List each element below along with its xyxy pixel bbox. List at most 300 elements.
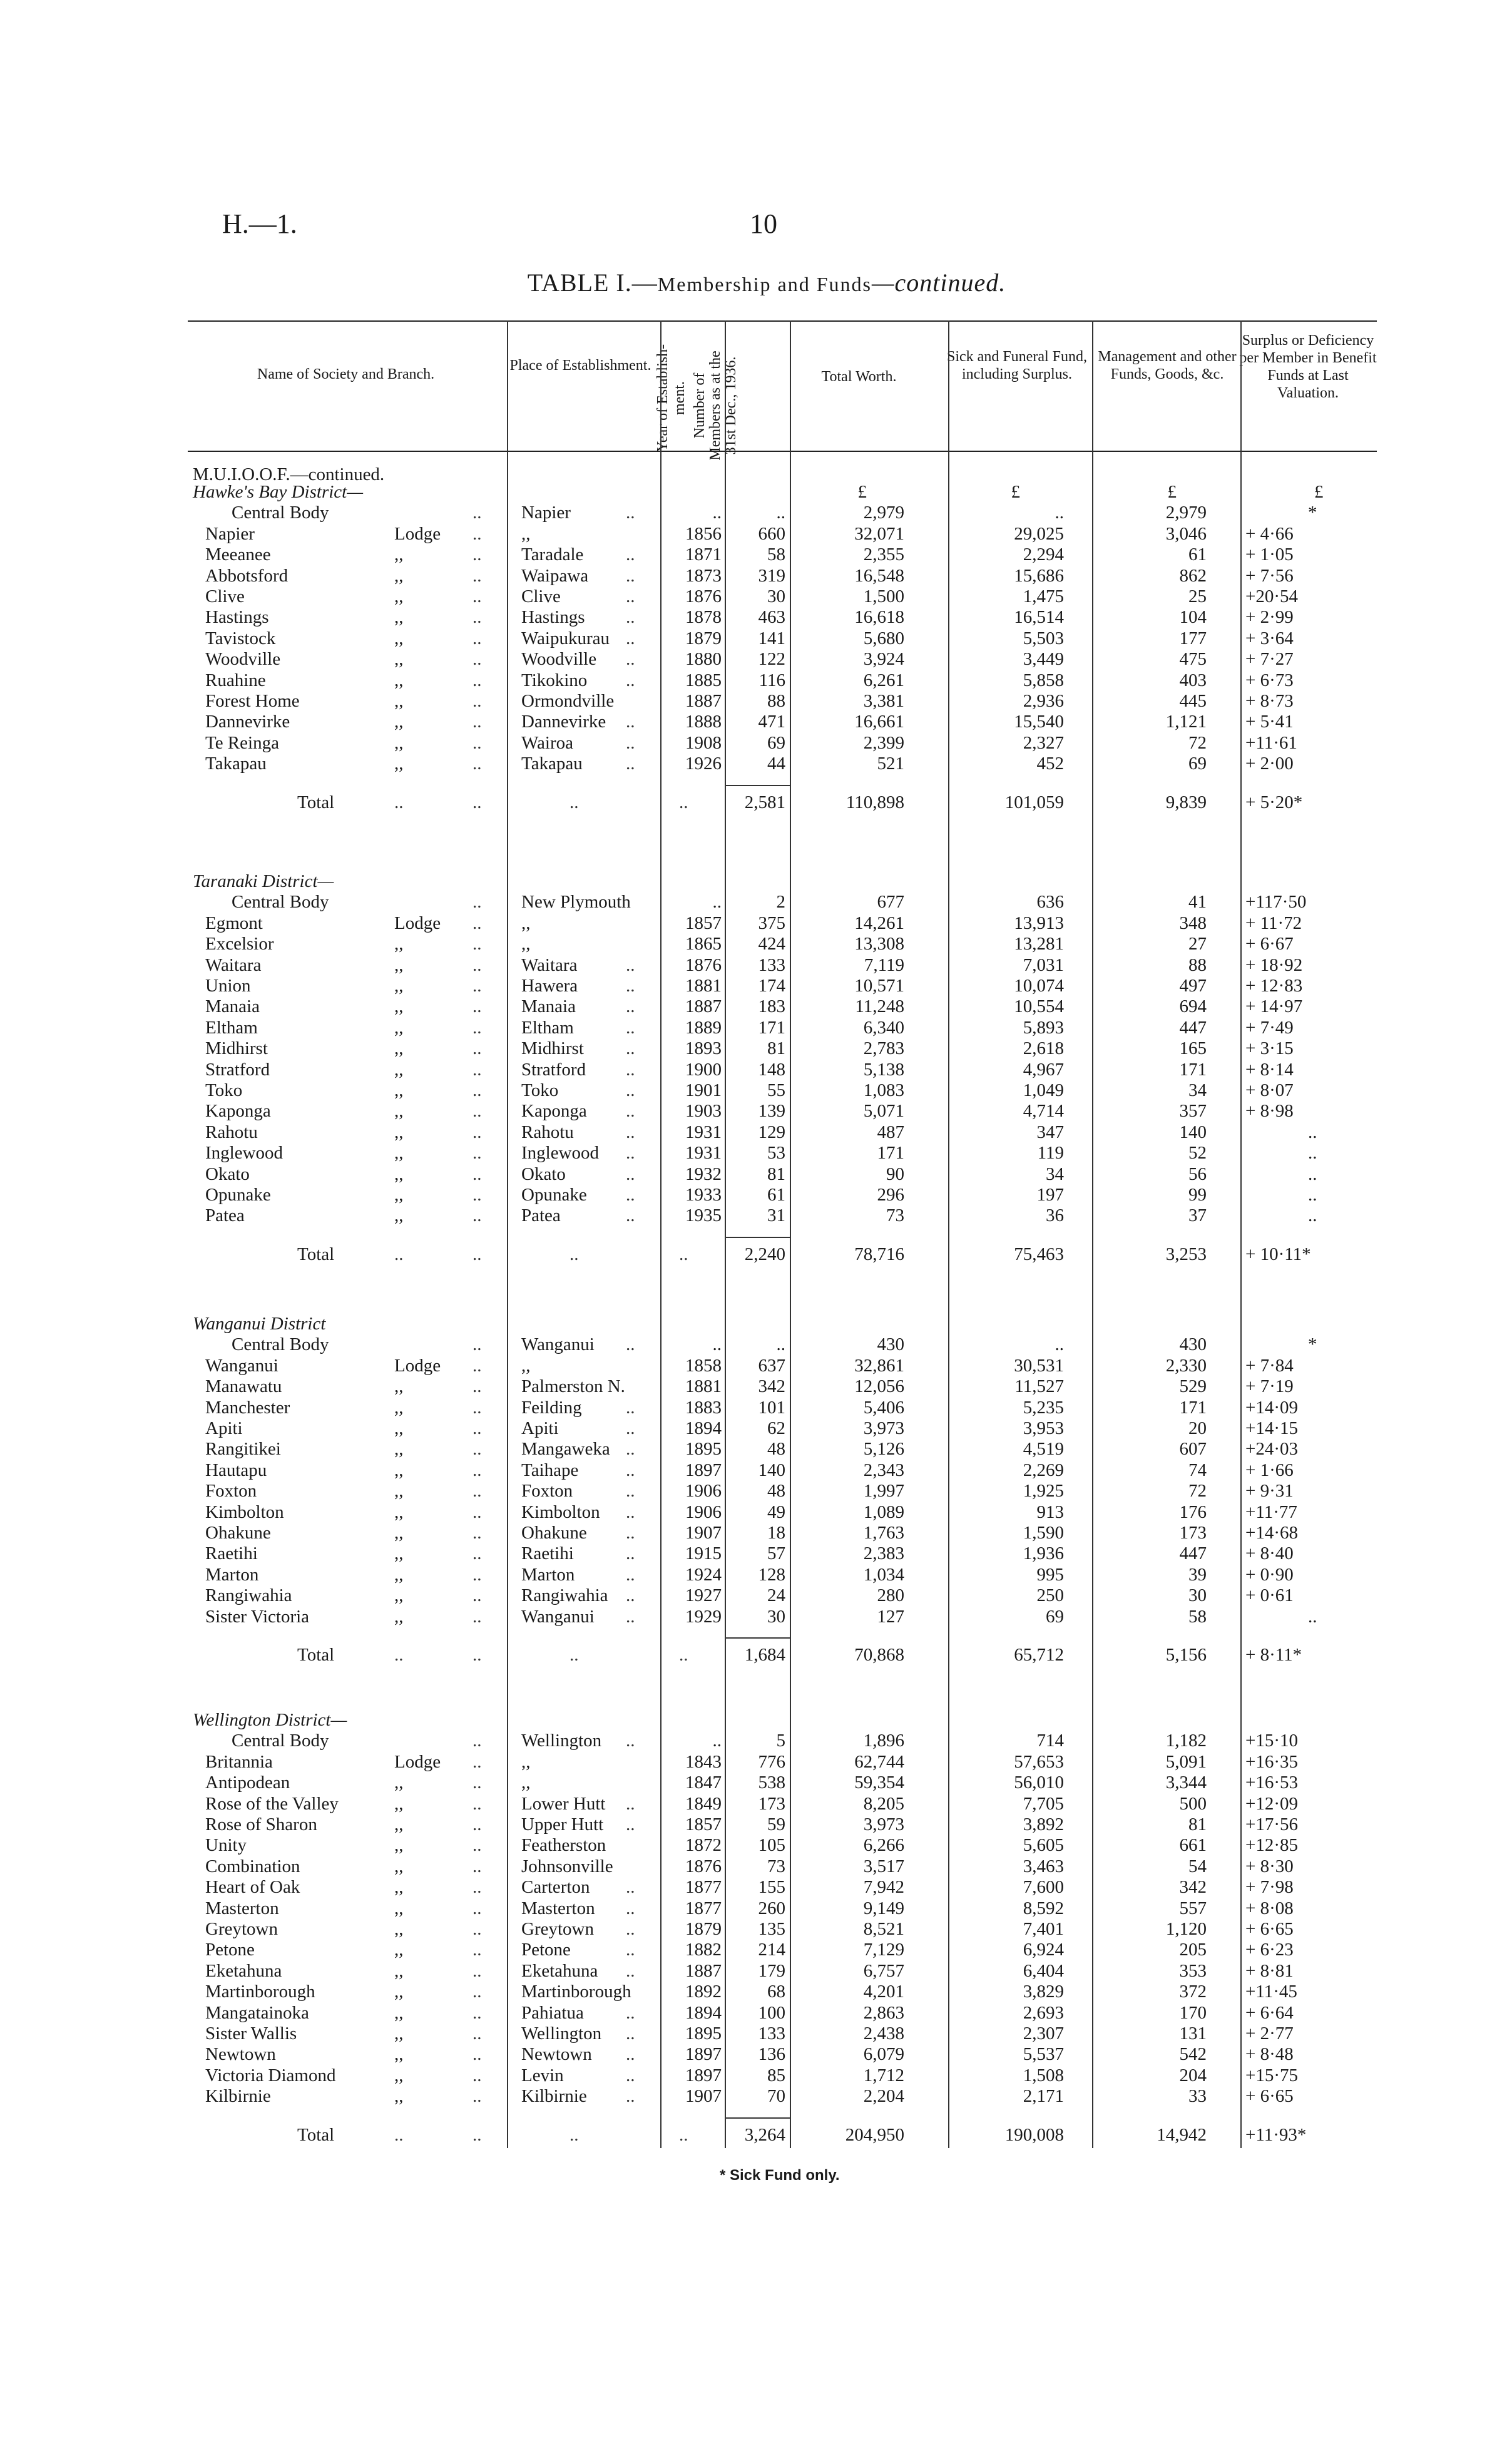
surplus-per-member: +16·53 (1245, 1773, 1299, 1793)
total-worth: 1,896 (863, 1731, 904, 1751)
year-established: 1876 (685, 586, 722, 606)
total-worth: 16,548 (854, 565, 904, 586)
leader-dots: .. (626, 712, 635, 732)
member-count: 116 (759, 670, 785, 690)
management-funds: 1,182 (1165, 1731, 1207, 1751)
leader-dots: .. (626, 1814, 635, 1835)
footnote: * Sick Fund only. (720, 2167, 840, 2184)
leader-dots: .. (472, 913, 482, 933)
member-count: 179 (758, 1960, 785, 1981)
branch-name: Hastings (205, 607, 269, 628)
header-year: Year of Establish-ment. (655, 344, 688, 453)
leader-dots: .. (679, 1244, 688, 1264)
place-of-establishment: Featherston (521, 1835, 606, 1856)
total-worth: 5,126 (863, 1439, 904, 1460)
page-number: 10 (750, 208, 777, 239)
branch-name: Patea (205, 1205, 245, 1226)
total-surplus: +11·93* (1245, 2124, 1307, 2145)
year-established: 1933 (685, 1185, 722, 1205)
total-worth: 3,381 (863, 691, 904, 711)
management-funds: 447 (1179, 1543, 1207, 1564)
leader-dots: .. (472, 1585, 482, 1606)
place-of-establishment: Clive (521, 586, 561, 606)
leader-dots: .. (626, 1731, 635, 1751)
member-count: 471 (758, 712, 785, 732)
leader-dots: .. (626, 996, 635, 1017)
year-established: 1897 (685, 2044, 722, 2065)
leader-dots: .. (472, 1143, 482, 1164)
leader-dots: .. (472, 1460, 482, 1480)
leader-dots: .. (472, 586, 482, 606)
leader-dots: .. (626, 2024, 635, 2044)
total-worth: 5,680 (863, 628, 904, 648)
leader-dots: .. (472, 1397, 482, 1418)
sick-funeral-fund: 3,953 (1023, 1418, 1064, 1438)
sick-funeral-fund: 29,025 (1014, 523, 1064, 544)
management-funds: 1,121 (1165, 712, 1207, 732)
total-worth: 296 (877, 1185, 904, 1205)
year-established: 1878 (685, 607, 722, 628)
leader-dots: .. (626, 754, 635, 774)
year-established: 1880 (685, 649, 722, 670)
branch-type: ,, (394, 976, 404, 996)
year-established: 1888 (685, 712, 722, 732)
management-funds: 61 (1188, 545, 1207, 565)
total-worth: 9,149 (863, 1898, 904, 1918)
branch-name: Raetihi (205, 1543, 258, 1564)
leader-dots: .. (472, 1982, 482, 2002)
place-of-establishment: Midhirst (521, 1038, 584, 1059)
member-count: 139 (758, 1101, 785, 1122)
surplus-per-member: + 8·98 (1245, 1101, 1294, 1122)
member-count: 73 (767, 1856, 785, 1876)
member-count: 88 (767, 691, 785, 711)
surplus-per-member: .. (1308, 1606, 1317, 1627)
leader-dots: .. (472, 1376, 482, 1397)
total-worth: 3,973 (863, 1814, 904, 1835)
surplus-per-member: +14·68 (1245, 1523, 1299, 1543)
leader-dots: .. (626, 1543, 635, 1564)
total-worth: 487 (877, 1122, 904, 1142)
place-of-establishment: Foxton (521, 1481, 573, 1502)
sick-funeral-fund: 636 (1036, 892, 1064, 913)
management-funds: 557 (1179, 1898, 1207, 1918)
year-established: 1895 (685, 1439, 722, 1460)
management-funds: 447 (1179, 1017, 1207, 1038)
sick-funeral-fund: 5,858 (1023, 670, 1064, 690)
branch-type: ,, (394, 2024, 404, 2044)
leader-dots: .. (626, 1793, 635, 1814)
leader-dots: .. (626, 954, 635, 975)
leader-dots: .. (626, 649, 635, 670)
total-worth: 2,399 (863, 732, 904, 753)
place-of-establishment: ,, (521, 1773, 531, 1793)
leader-dots: .. (626, 1460, 635, 1480)
sick-funeral-fund: 4,967 (1023, 1059, 1064, 1080)
leader-dots: .. (626, 1122, 635, 1142)
sick-funeral-fund: 69 (1046, 1606, 1064, 1627)
branch-name: Abbotsford (205, 565, 289, 586)
sick-funeral-fund: 1,936 (1023, 1543, 1064, 1564)
leader-dots: .. (626, 545, 635, 565)
surplus-per-member: + 5·41 (1245, 712, 1294, 732)
place-of-establishment: ,, (521, 934, 531, 954)
member-count: 141 (758, 628, 785, 648)
leader-dots: .. (472, 1751, 482, 1772)
leader-dots: .. (394, 792, 404, 812)
leader-dots: .. (472, 2124, 482, 2145)
member-count: 155 (758, 1877, 785, 1898)
member-count: 637 (758, 1355, 785, 1376)
year-established: .. (712, 1334, 722, 1355)
branch-name: Masterton (205, 1898, 279, 1918)
sick-funeral-fund: 1,475 (1023, 586, 1064, 606)
leader-dots: .. (472, 1080, 482, 1100)
place-of-establishment: Waipawa (521, 565, 589, 586)
place-of-establishment: Eltham (521, 1017, 574, 1038)
sick-funeral-fund: 2,307 (1023, 2024, 1064, 2044)
branch-name: Egmont (205, 913, 263, 933)
leader-dots: .. (626, 1523, 635, 1543)
member-count: 31 (767, 1205, 785, 1226)
leader-dots: .. (472, 503, 482, 523)
branch-type: ,, (394, 1397, 404, 1418)
member-count: 122 (758, 649, 785, 670)
leader-dots: .. (570, 792, 579, 812)
sick-funeral-fund: 7,031 (1023, 954, 1064, 975)
district-name: Wellington District— (193, 1710, 347, 1730)
year-established: 1903 (685, 1101, 722, 1122)
branch-name: Victoria Diamond (205, 2065, 336, 2085)
year-established: 1900 (685, 1059, 722, 1080)
leader-dots: .. (472, 1205, 482, 1226)
place-of-establishment: ,, (521, 523, 531, 544)
branch-type: ,, (394, 1460, 404, 1480)
leader-dots: .. (472, 1606, 482, 1627)
total-label: Total (297, 792, 335, 812)
year-established: 1897 (685, 1460, 722, 1480)
title-caps: Membership and Funds (657, 273, 872, 295)
place-of-establishment: Stratford (521, 1059, 586, 1080)
sick-funeral-fund: 7,600 (1023, 1877, 1064, 1898)
management-funds: 81 (1188, 1814, 1207, 1835)
leader-dots: .. (394, 2124, 404, 2145)
branch-type: ,, (394, 1017, 404, 1038)
place-of-establishment: Rahotu (521, 1122, 574, 1142)
year-established: 1895 (685, 2024, 722, 2044)
branch-name: Excelsior (205, 934, 274, 954)
surplus-per-member: +17·56 (1245, 1814, 1299, 1835)
branch-name: Meeanee (205, 545, 271, 565)
leader-dots: .. (626, 1185, 635, 1205)
member-count: 2 (776, 892, 785, 913)
total-management-funds: 14,942 (1157, 2124, 1207, 2145)
surplus-per-member: + 12·83 (1245, 976, 1303, 996)
leader-dots: .. (472, 996, 482, 1017)
management-funds: 39 (1188, 1564, 1207, 1585)
total-worth: 3,973 (863, 1418, 904, 1438)
surplus-per-member: + 7·27 (1245, 649, 1294, 670)
management-funds: 74 (1188, 1460, 1207, 1480)
branch-type: ,, (394, 670, 404, 690)
total-worth: 4,201 (863, 1982, 904, 2002)
leader-dots: .. (626, 1919, 635, 1939)
total-worth: 3,517 (863, 1856, 904, 1876)
year-established: 1893 (685, 1038, 722, 1059)
branch-type: ,, (394, 712, 404, 732)
leader-dots: .. (472, 1523, 482, 1543)
year-established: 1865 (685, 934, 722, 954)
year-established: 1929 (685, 1606, 722, 1627)
branch-name: Mangatainoka (205, 2002, 309, 2023)
leader-dots: .. (472, 1856, 482, 1876)
column-rule (660, 320, 662, 2148)
branch-type: ,, (394, 1185, 404, 1205)
total-surplus: + 10·11* (1245, 1244, 1311, 1264)
member-count: 100 (758, 2002, 785, 2023)
member-count: 660 (758, 523, 785, 544)
sick-funeral-fund: 250 (1036, 1585, 1064, 1606)
leader-dots: .. (626, 1418, 635, 1438)
surplus-per-member: + 8·07 (1245, 1080, 1294, 1100)
place-of-establishment: Manaia (521, 996, 576, 1017)
branch-name: Inglewood (205, 1143, 284, 1164)
management-funds: 165 (1179, 1038, 1207, 1059)
management-funds: 177 (1179, 628, 1207, 648)
branch-name: Central Body (232, 1731, 329, 1751)
branch-name: Combination (205, 1856, 300, 1876)
total-worth: 12,056 (854, 1376, 904, 1397)
surplus-per-member: .. (1308, 1185, 1317, 1205)
branch-type: ,, (394, 691, 404, 711)
leader-dots: .. (472, 1543, 482, 1564)
total-worth-sum: 204,950 (845, 2124, 904, 2145)
member-count: .. (776, 503, 785, 523)
branch-type: Lodge (394, 913, 441, 933)
leader-dots: .. (472, 1564, 482, 1585)
place-of-establishment: Apiti (521, 1418, 559, 1438)
branch-name: Okato (205, 1164, 250, 1184)
year-established: 1857 (685, 913, 722, 933)
branch-type: ,, (394, 1439, 404, 1460)
place-of-establishment: ,, (521, 1751, 531, 1772)
year-established: 1873 (685, 565, 722, 586)
sick-funeral-fund: 4,519 (1023, 1439, 1064, 1460)
surplus-per-member: + 4·66 (1245, 523, 1294, 544)
management-funds: 2,330 (1165, 1355, 1207, 1376)
year-established: .. (712, 892, 722, 913)
total-label: Total (297, 1244, 335, 1264)
total-worth: 677 (877, 892, 904, 913)
leader-dots: .. (472, 1017, 482, 1038)
branch-type: ,, (394, 1877, 404, 1898)
district-name: Taranaki District— (193, 871, 334, 891)
leader-dots: .. (472, 792, 482, 812)
surplus-per-member: + 11·72 (1245, 913, 1302, 933)
document-reference: H.—1. (222, 208, 297, 239)
leader-dots: .. (472, 649, 482, 670)
sick-funeral-fund: 3,449 (1023, 649, 1064, 670)
surplus-per-member: + 8·48 (1245, 2044, 1294, 2065)
leader-dots: .. (679, 1645, 688, 1665)
sick-funeral-fund: 2,294 (1023, 545, 1064, 565)
surplus-per-member: + 2·99 (1245, 607, 1294, 628)
place-of-establishment: ,, (521, 913, 531, 933)
total-worth: 16,661 (854, 712, 904, 732)
header-place: Place of Establishment. (509, 357, 651, 374)
branch-type: ,, (394, 1856, 404, 1876)
sick-funeral-fund: 5,503 (1023, 628, 1064, 648)
branch-name: Newtown (205, 2044, 276, 2065)
place-of-establishment: Dannevirke (521, 712, 606, 732)
branch-name: Rangiwahia (205, 1585, 292, 1606)
branch-type: ,, (394, 565, 404, 586)
total-worth: 8,205 (863, 1793, 904, 1814)
member-count: 69 (767, 732, 785, 753)
leader-dots: .. (626, 670, 635, 690)
total-members: 3,264 (744, 2124, 785, 2145)
place-of-establishment: Tikokino (521, 670, 588, 690)
sick-funeral-fund: 2,693 (1023, 2002, 1064, 2023)
leader-dots: .. (626, 1898, 635, 1918)
management-funds: 497 (1179, 976, 1207, 996)
member-count: 538 (758, 1773, 785, 1793)
branch-type: ,, (394, 2086, 404, 2107)
surplus-per-member: + 8·40 (1245, 1543, 1294, 1564)
total-worth: 59,354 (854, 1773, 904, 1793)
sick-funeral-fund: 6,404 (1023, 1960, 1064, 1981)
leader-dots: .. (626, 1877, 635, 1898)
surplus-per-member: + 0·61 (1245, 1585, 1294, 1606)
member-count: 424 (758, 934, 785, 954)
place-of-establishment: Woodville (521, 649, 597, 670)
branch-name: Foxton (205, 1481, 257, 1502)
place-of-establishment: Upper Hutt (521, 1814, 604, 1835)
sick-funeral-fund: 10,554 (1014, 996, 1064, 1017)
leader-dots: .. (626, 1564, 635, 1585)
branch-type: ,, (394, 1606, 404, 1627)
branch-name: Union (205, 976, 251, 996)
sick-funeral-fund: 7,401 (1023, 1919, 1064, 1939)
branch-type: ,, (394, 1585, 404, 1606)
surplus-per-member: + 8·81 (1245, 1960, 1294, 1981)
leader-dots: .. (472, 1439, 482, 1460)
leader-dots: .. (626, 1143, 635, 1164)
branch-name: Manawatu (205, 1376, 282, 1397)
header-bottom-rule (188, 451, 1377, 452)
branch-name: Opunake (205, 1185, 271, 1205)
leader-dots: .. (472, 1355, 482, 1376)
leader-dots: .. (626, 2002, 635, 2023)
place-of-establishment: Levin (521, 2065, 564, 2085)
year-established: 1877 (685, 1898, 722, 1918)
year-established: 1858 (685, 1355, 722, 1376)
leader-dots: .. (570, 2124, 579, 2145)
management-funds: 176 (1179, 1502, 1207, 1522)
total-worth: 13,308 (854, 934, 904, 954)
management-funds: 41 (1188, 892, 1207, 913)
header-surplus: Surplus or Deficiency per Member in Benefit Funds at Last Valuation. (1239, 332, 1377, 401)
branch-name: Wanganui (205, 1355, 278, 1376)
surplus-per-member: +11·61 (1245, 732, 1297, 753)
place-of-establishment: Waipukurau (521, 628, 610, 648)
title-main: TABLE I.— (527, 269, 658, 297)
total-worth: 14,261 (854, 913, 904, 933)
branch-name: Rahotu (205, 1122, 258, 1142)
total-worth: 2,863 (863, 2002, 904, 2023)
sick-funeral-fund: 1,590 (1023, 1523, 1064, 1543)
branch-type: ,, (394, 1418, 404, 1438)
leader-dots: .. (626, 2065, 635, 2085)
sick-funeral-fund: .. (1055, 503, 1064, 523)
leader-dots: .. (472, 976, 482, 996)
year-established: 1897 (685, 2065, 722, 2085)
place-of-establishment: Toko (521, 1080, 559, 1100)
leader-dots: .. (626, 1439, 635, 1460)
total-worth: 8,521 (863, 1919, 904, 1939)
sick-funeral-fund: 2,269 (1023, 1460, 1064, 1480)
surplus-per-member: + 3·15 (1245, 1038, 1294, 1059)
year-established: 1907 (685, 1523, 722, 1543)
member-count: 55 (767, 1080, 785, 1100)
total-worth-sum: 70,868 (854, 1645, 904, 1665)
branch-type: ,, (394, 1940, 404, 1960)
member-count: 140 (758, 1460, 785, 1480)
year-established: 1932 (685, 1164, 722, 1184)
member-count: 136 (758, 2044, 785, 2065)
member-count: 70 (767, 2086, 785, 2107)
place-of-establishment: Masterton (521, 1898, 595, 1918)
total-worth: 6,079 (863, 2044, 904, 2065)
branch-name: Takapau (205, 754, 267, 774)
total-rule (725, 2117, 790, 2119)
member-count: 58 (767, 545, 785, 565)
total-worth: 2,355 (863, 545, 904, 565)
year-established: 1924 (685, 1564, 722, 1585)
place-of-establishment: Ormondville (521, 691, 615, 711)
column-rule (948, 320, 949, 2148)
total-worth: 16,618 (854, 607, 904, 628)
total-worth: 7,119 (864, 954, 904, 975)
member-count: 183 (758, 996, 785, 1017)
member-count: 61 (767, 1185, 785, 1205)
sick-funeral-fund: 1,925 (1023, 1481, 1064, 1502)
branch-type: ,, (394, 1564, 404, 1585)
branch-name: Central Body (232, 1334, 329, 1355)
year-established: 1894 (685, 2002, 722, 2023)
member-count: 776 (758, 1751, 785, 1772)
total-worth: 32,071 (854, 523, 904, 544)
branch-type: Lodge (394, 523, 441, 544)
total-worth: 6,261 (863, 670, 904, 690)
branch-name: Ruahine (205, 670, 266, 690)
sick-funeral-fund: 2,327 (1023, 732, 1064, 753)
surplus-per-member: + 18·92 (1245, 954, 1303, 975)
total-worth: 1,034 (863, 1564, 904, 1585)
surplus-per-member: + 6·64 (1245, 2002, 1294, 2023)
year-established: 1871 (685, 545, 722, 565)
surplus-per-member: + 7·19 (1245, 1376, 1294, 1397)
total-surplus: + 5·20* (1245, 792, 1303, 812)
sick-funeral-fund: 57,653 (1014, 1751, 1064, 1772)
management-funds: 72 (1188, 732, 1207, 753)
surplus-per-member: + 7·49 (1245, 1017, 1294, 1038)
leader-dots: .. (472, 1101, 482, 1122)
column-rule (1240, 320, 1242, 2148)
branch-type: ,, (394, 1502, 404, 1522)
surplus-per-member: + 6·67 (1245, 934, 1294, 954)
leader-dots: .. (472, 607, 482, 628)
